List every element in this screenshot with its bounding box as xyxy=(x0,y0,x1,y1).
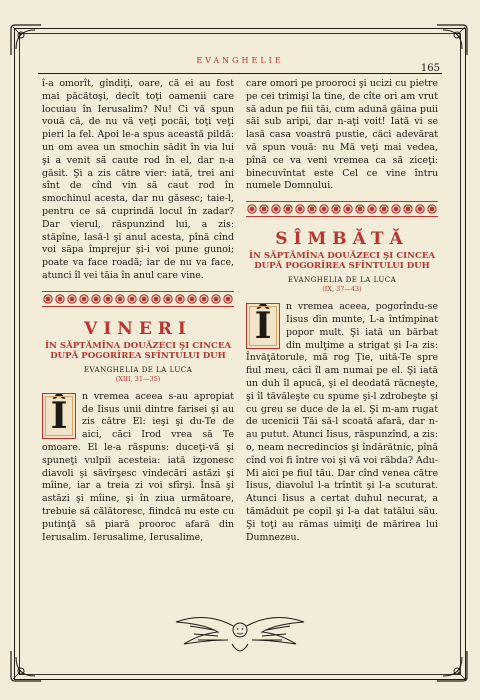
reading-block xyxy=(42,391,234,545)
drop-cap-initial: Î xyxy=(246,303,280,349)
ornamental-divider xyxy=(42,291,234,307)
body-text: î-a omorît, gîndiţi, oare, că ei au fost mai păcătoşi, decît toţi oamenii care locuiau în Ierusalim? Nu! Ci vă spun vouă că, de nu vă veţi pocăi, toţi veţi pieri la fel. Apoi le-a spus această pildă: un om avea un smochin sădit în via lui şi a venit să caute rod în el, dar n-a găsit. Şi a zis către vier: iată, trei ani sînt de cînd vin să caut rod în smochinul acesta, dar nu găsesc; taie-l, pentru ce să cuprindă locul în zadar? Dar vierul, răspunzind lui, a zis: stăpîne, lasă-l şi anul acesta, pînă cînd voi săpa împrejur şi-i voi pune gunoi; poate va face roadă; iar de nu va face, atunci îl vei tăia în anul care vine. xyxy=(42,78,234,281)
drop-cap-initial: Î xyxy=(42,393,76,439)
running-title: EVANGHELIE xyxy=(196,56,284,65)
section-title: SÎMBĂTĂ xyxy=(275,229,409,250)
right-column xyxy=(246,78,438,544)
scripture-reference: (IX, 37—43) xyxy=(322,285,362,294)
body-text: care omori pe prooroci şi ucizi cu pietre pe cei trimişi la tine, de cîte ori am vrut să adun pe fiii tăi, cum adună găina puii săi sub aripi, dar n-aţi voit! Iată vi se lasă casa voastră pustie, căci adevărat vă spun vouă: nu Mă veţi mai vedea, pînă ce va veni vremea ca să ziceţi: binecuvîntat este Cel ce vine întru numele Domnului. xyxy=(246,78,438,192)
scripture-reference: (XIII, 31—35) xyxy=(115,374,161,383)
header-rule xyxy=(38,73,442,74)
gospel-heading: EVANGHELIA DE LA LUCA xyxy=(83,365,193,374)
corner-ornament-icon xyxy=(435,23,469,57)
left-column xyxy=(42,78,234,544)
corner-ornament-icon xyxy=(435,649,469,683)
reading-text: n vremea aceea s-au apropiat de Iisus unii dintre farisei şi au zis către El: ieşi şi du-Te de aici, căci Irod vrea să Te omoare. El le-a răspuns: duceţi-vă şi spuneţi vulpii acesteia: iată izgonesc diavoli şi săvîrşesc vindecări astăzi şi mîine, iar a treia zi voi sfîrşi. Însă şi astăzi şi mîine, şi în ziua următoare, trebuie să călătoresc, fiindcă nu este cu putinţă să piară prooroc afară din Ierusalim. Ierusalime, Ierusalime, xyxy=(42,390,234,543)
page-number: 165 xyxy=(420,63,440,74)
section-subtitle: ÎN SĂPTĂMÎNA DOUĂZECI ŞI CINCEA DUPĂ POGORÎREA SFÎNTULUI DUH xyxy=(44,340,232,361)
section-title: VINERI xyxy=(84,318,192,339)
gospel-heading: EVANGHELIA DE LA LUCA xyxy=(287,276,397,285)
reading-text: n vremea aceea, pogorîndu-se Iisus din munte, L-a întîmpinat popor mult. Şi iată un bărbat din mulţime a strigat şi I-a zis: Învăţătorule, mă rog Ţie, uită-Te spre fiul meu, căci îl am numai pe el. Şi iată un duh îl apucă, şi el deodată răcneşte, şi îl tăvăleşte cu spume şi-l zdrobeşte şi cu greu se duce de la el. Şi m-am rugat de ucenicii Tăi să-l scoată afară, dar n-au putut. Atunci Iisus, răspunzînd, a zis: o, neam necredincios şi îndărătnic, pînă cînd voi fi între voi şi vă voi răbda? Adu-Mi aici pe fiul tău. Dar cînd venea către Iisus, diavolul l-a trîntit şi l-a scuturat. Atunci Iisus a certat duhul necurat, a tămăduit pe copil şi l-a dat tatălui său. Şi toţi au rămas uimiţi de mărirea lui Dumnezeu. xyxy=(246,301,438,543)
section-subtitle: ÎN SĂPTĂMÎNA DOUĂZECI ŞI CINCEA DUPĂ POGORÎREA SFÎNTULUI DUH xyxy=(248,251,436,272)
ornamental-divider xyxy=(246,201,438,217)
corner-ornament-icon xyxy=(9,649,43,683)
seraph-ornament-icon xyxy=(170,600,310,660)
corner-ornament-icon xyxy=(9,23,43,57)
reading-block xyxy=(246,301,438,544)
